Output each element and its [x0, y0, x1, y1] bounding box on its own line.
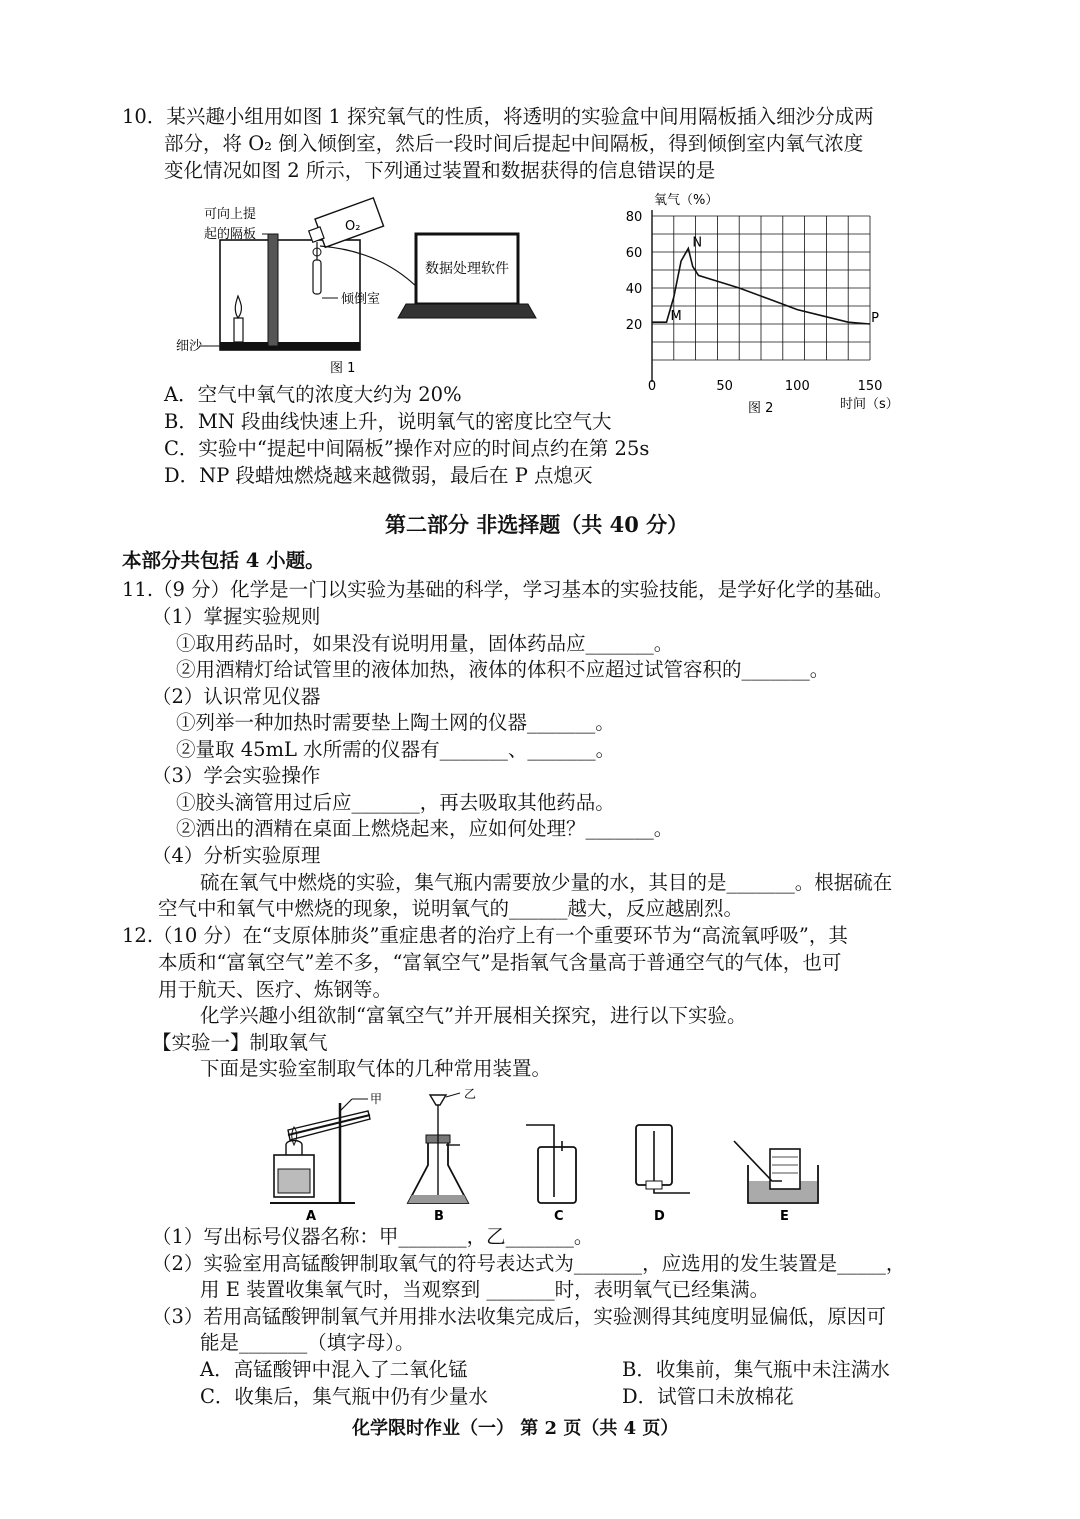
apparatus-d	[636, 1125, 690, 1193]
q12-line-2: 本质和“富氧空气”差不多，“富氧空气”是指氧气含量高于普通空气的气体，也可	[158, 951, 842, 974]
label-yi: 乙	[464, 1087, 477, 1101]
q11-line-9: ①胶头滴管用过后应_______，再去吸取其他药品。	[176, 791, 615, 814]
q12-sub-4: （3）若用高锰酸钾制氧气并用排水法收集完成后，实验测得其纯度明显偏低，原因可	[152, 1305, 886, 1328]
apparatus-letter-e: E	[780, 1209, 789, 1224]
label-jia: 甲	[370, 1092, 383, 1106]
chart-ytick-label: 40	[625, 282, 643, 297]
figure-2-chart	[620, 188, 920, 418]
q12-line-1: 12.（10 分）在“支原体肺炎”重症患者的治疗上有一个重要环节为“高流氧呼吸”，其	[122, 924, 848, 947]
apparatus-e	[734, 1141, 818, 1203]
q11-line-5: （2）认识常见仪器	[152, 685, 321, 708]
q12-sub-1: （1）写出标号仪器名称：甲_______，乙_______。	[152, 1225, 594, 1248]
apparatus-letter-d: D	[654, 1209, 665, 1224]
fig1-caption: 图 1	[330, 361, 356, 376]
apparatus-c	[526, 1125, 576, 1203]
chart-xtick-label: 0	[647, 379, 657, 394]
fig1-label-lift-1: 可向上提	[204, 207, 257, 222]
q12-sub-5: 能是_______（填字母）。	[200, 1331, 415, 1354]
q12-sub-3: 用 E 装置收集氧气时，当观察到 _______时，表明氧气已经集满。	[200, 1278, 770, 1301]
fig1-label-sand: 细沙	[176, 339, 203, 354]
q10-option-b: B．MN 段曲线快速上升，说明氧气的密度比空气大	[164, 410, 612, 433]
q12-sub-2: （2）实验室用高锰酸钾制取氧气的符号表达式为_______，应选用的发生装置是_____，	[152, 1252, 906, 1275]
q11-line-1: 11.（9 分）化学是一门以实验为基础的科学，学习基本的实验技能，是学好化学的基础。	[122, 578, 894, 601]
chart-grid	[652, 216, 870, 360]
figure-1-apparatus	[170, 190, 540, 380]
chart-xtick-label: 100	[784, 379, 810, 394]
part2-intro: 本部分共包括 4 小题。	[122, 549, 325, 572]
chart-xlabel: 时间（s）	[840, 397, 899, 412]
q10-option-c: C．实验中“提起中间隔板”操作对应的时间点约在第 25s	[164, 437, 650, 460]
q11-line-7: ②量取 45mL 水所需的仪器有_______、_______。	[176, 738, 616, 761]
fig1-label-pour: 倾倒室	[341, 292, 381, 307]
q12-choice-a: A．高锰酸钾中混入了二氧化锰	[200, 1358, 468, 1381]
chart-point-label: N	[692, 235, 703, 251]
q11-line-13: 空气中和氧气中燃烧的现象，说明氧气的______越大，反应越剧烈。	[158, 897, 744, 920]
q10-stem-line-3: 变化情况如图 2 所示，下列通过装置和数据获得的信息错误的是	[164, 159, 716, 182]
q12-choice-c: C．收集后，集气瓶中仍有少量水	[200, 1385, 488, 1408]
chart-ytick-label: 80	[625, 210, 643, 225]
q11-line-3: ①取用药品时，如果没有说明用量，固体药品应_______。	[176, 632, 674, 655]
q11-line-8: （3）学会实验操作	[152, 764, 321, 787]
q11-line-4: ②用酒精灯给试管里的液体加热，液体的体积不应超过试管容积的_______。	[176, 658, 830, 681]
q10-stem-line-1: 10．某兴趣小组用如图 1 探究氧气的性质，将透明的实验盒中间用隔板插入细沙分成两	[122, 105, 874, 128]
q12-choice-b: B．收集前，集气瓶中未注满水	[622, 1358, 890, 1381]
chart-ytick-label: 60	[625, 246, 643, 261]
apparatus-letter-b: B	[434, 1209, 444, 1224]
chart-labels	[626, 193, 899, 416]
q11-line-12: 硫在氧气中燃烧的实验，集气瓶内需要放少量的水，其目的是_______。根据硫在	[200, 871, 893, 894]
fig1-label-o2: O₂	[345, 219, 361, 234]
chart-point-label: P	[871, 311, 879, 326]
q11-line-11: （4）分析实验原理	[152, 844, 321, 867]
chart-xtick-label: 50	[716, 379, 733, 394]
chart-ytick-label: 20	[625, 318, 643, 333]
fig1-label-lift-2: 起的隔板	[204, 227, 257, 242]
apparatus-figure	[260, 1085, 820, 1225]
apparatus-letter-c: C	[554, 1209, 564, 1224]
apparatus-letter-a: A	[306, 1209, 317, 1224]
q10-stem-line-2: 部分，将 O₂ 倒入倾倒室，然后一段时间后提起中间隔板，得到倾倒室内氧气浓度	[164, 132, 864, 155]
q11-line-10: ②洒出的酒精在桌面上燃烧起来，应如何处理？_______。	[176, 817, 674, 840]
q12-choice-d: D．试管口未放棉花	[622, 1385, 794, 1408]
q12-line-5: 【实验一】制取氧气	[152, 1031, 328, 1054]
q12-line-3: 用于航天、医疗、炼钢等。	[158, 978, 393, 1001]
q11-line-2: （1）掌握实验规则	[152, 605, 321, 628]
q10-option-a: A．空气中氧气的浓度大约为 20%	[164, 383, 462, 406]
part2-title: 第二部分 非选择题（共 40 分）	[385, 512, 689, 537]
apparatus-a	[270, 1092, 382, 1203]
chart-xtick-label: 150	[857, 379, 883, 394]
apparatus-b	[408, 1087, 476, 1203]
q12-line-6: 下面是实验室制取气体的几种常用装置。	[200, 1057, 552, 1080]
q11-line-6: ①列举一种加热时需要垫上陶土网的仪器_______。	[176, 711, 615, 734]
chart-point-label: M	[670, 309, 682, 325]
q10-option-d: D．NP 段蜡烛燃烧越来越微弱，最后在 P 点熄灭	[164, 464, 593, 487]
fig1-label-software: 数据处理软件	[425, 261, 509, 277]
q12-line-4: 化学兴趣小组欲制“富氧空气”并开展相关探究，进行以下实验。	[200, 1004, 747, 1027]
chart-ylabel: 氧气（%）	[654, 193, 719, 208]
page-footer: 化学限时作业（一） 第 2 页（共 4 页）	[352, 1418, 679, 1439]
fig2-caption: 图 2	[748, 401, 774, 416]
